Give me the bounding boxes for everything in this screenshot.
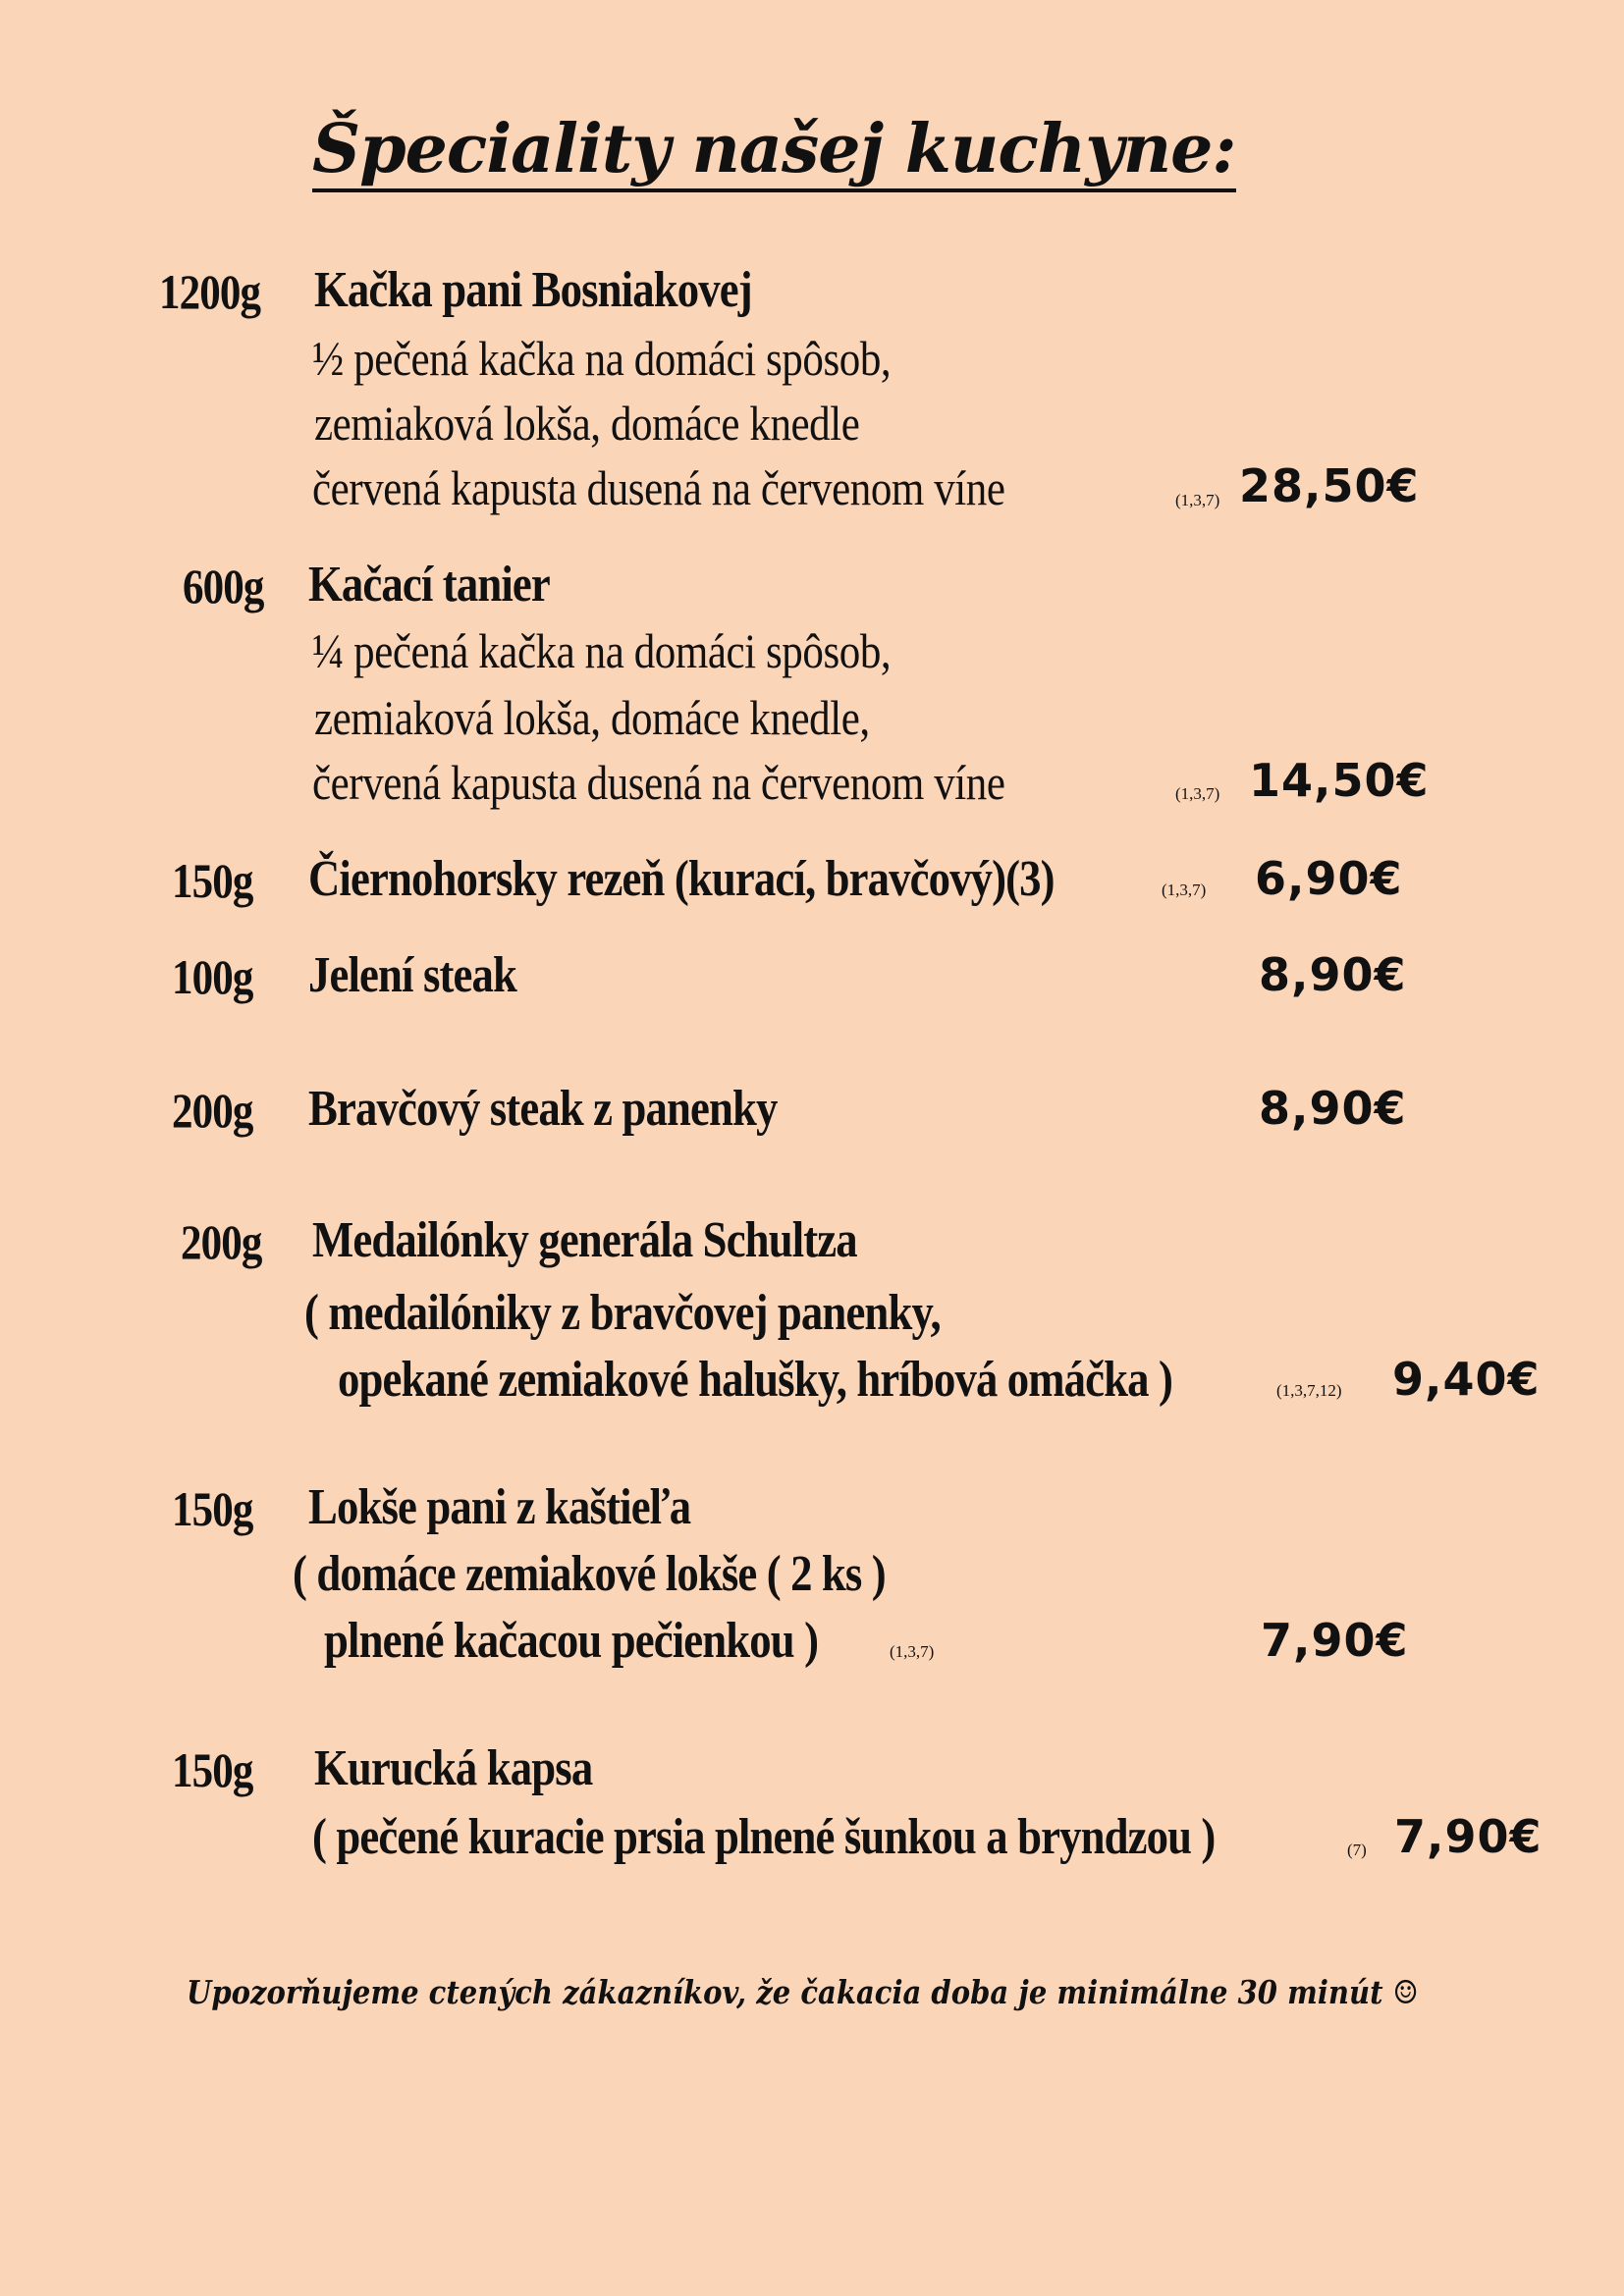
item-price: 9,40€ (1392, 1353, 1541, 1406)
item-allergens: (1,3,7) (1162, 881, 1207, 899)
item-description-line: ( domáce zemiakové lokše ( 2 ks ) (293, 1546, 886, 1602)
item-price: 7,90€ (1394, 1810, 1543, 1863)
item-name: Lokše pani z kaštieľa (308, 1479, 691, 1535)
item-price: 14,50€ (1249, 754, 1430, 807)
item-weight: 150g (172, 1742, 253, 1797)
item-name: Kačka pani Bosniakovej (314, 262, 752, 318)
item-price: 7,90€ (1261, 1614, 1409, 1667)
item-name: Kurucká kapsa (314, 1740, 593, 1796)
item-weight: 100g (172, 949, 253, 1004)
item-description-line: červená kapusta dusená na červenom víne (312, 755, 1005, 810)
item-allergens: (1,3,7) (1175, 784, 1220, 803)
item-weight: 150g (172, 1481, 253, 1536)
item-price: 8,90€ (1259, 948, 1407, 1001)
item-weight: 200g (172, 1083, 253, 1138)
item-description-line: ( medailóniky z bravčovej panenky, (304, 1285, 941, 1341)
item-allergens: (1,3,7) (1175, 491, 1220, 509)
item-name: Medailónky generála Schultza (312, 1212, 857, 1268)
item-weight: 600g (183, 559, 264, 614)
item-description-line: ¼ pečená kačka na domáci spôsob, (312, 623, 892, 678)
item-description-line: plnené kačacou pečienkou ) (324, 1613, 819, 1669)
item-description-line: opekané zemiakové halušky, hríbová omáčka ) (338, 1352, 1173, 1408)
item-description-line: ½ pečená kačka na domáci spôsob, (312, 331, 892, 386)
item-name: Jelení steak (308, 947, 517, 1003)
item-allergens: (7) (1347, 1841, 1367, 1859)
item-description-line: zemiaková lokša, domáce knedle, (314, 690, 870, 745)
page-title: Špeciality našej kuchyne: (312, 116, 1236, 192)
waiting-time-notice: Upozorňujeme ctených zákazníkov, že čakacia doba je minimálne 30 minút ☺ (187, 1973, 1419, 2011)
item-weight: 1200g (159, 264, 261, 319)
item-price: 8,90€ (1259, 1082, 1407, 1135)
item-name: Kačací tanier (308, 557, 550, 613)
item-name: Bravčový steak z panenky (308, 1081, 778, 1137)
item-description-line: červená kapusta dusená na červenom víne (312, 460, 1005, 515)
item-name: Čiernohorsky rezeň (kurací, bravčový)(3) (308, 851, 1055, 907)
item-allergens: (1,3,7,12) (1276, 1381, 1342, 1400)
item-weight: 200g (181, 1214, 262, 1269)
item-allergens: (1,3,7) (890, 1642, 935, 1661)
item-description-line: zemiaková lokša, domáce knedle (314, 396, 860, 451)
item-price: 6,90€ (1255, 852, 1403, 905)
item-price: 28,50€ (1239, 459, 1420, 512)
item-weight: 150g (172, 853, 253, 908)
item-description-line: ( pečené kuracie prsia plnené šunkou a bryndzou ) (312, 1809, 1216, 1865)
